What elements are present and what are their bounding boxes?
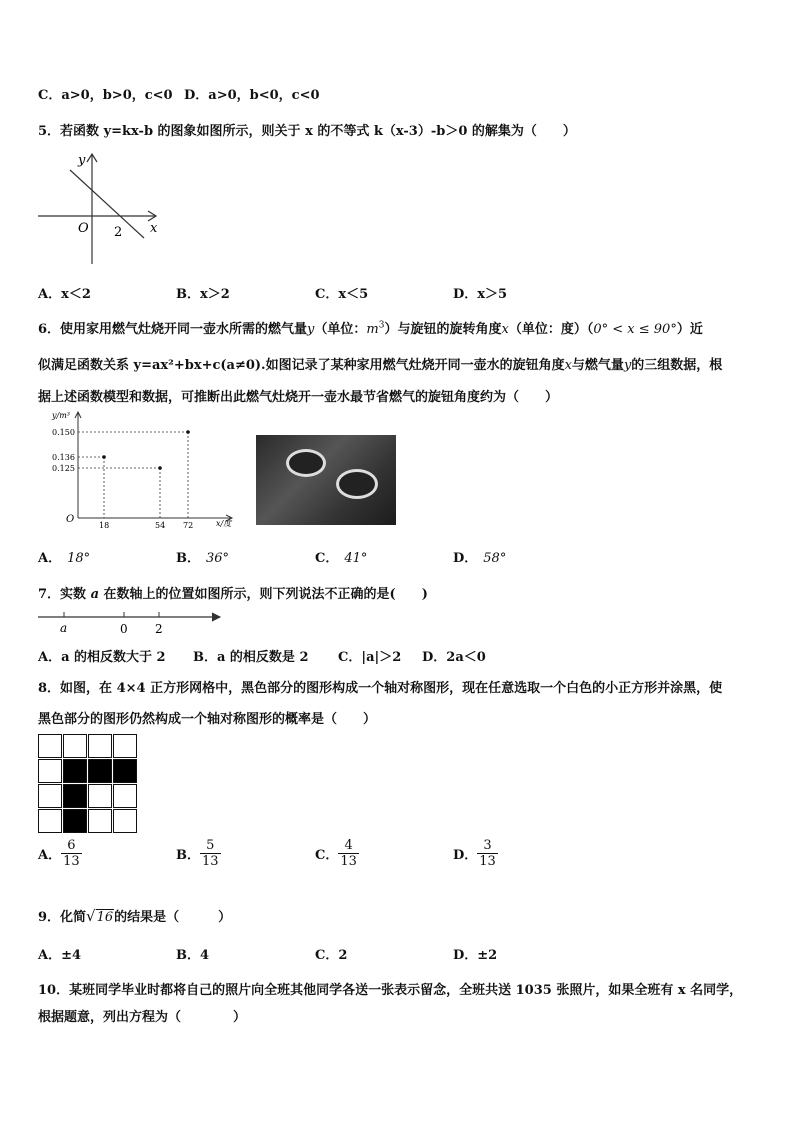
q6-origin: O [66,514,75,525]
q6-stem-line1: 6．使用家用燃气灶烧开同一壶水所需的燃气量y（单位：$m^3$）与旋钮的旋转角度x（单位：度）（0° < x ≤ 90°）近 [38,320,703,337]
q6-x-tick-label: 72 [183,521,194,530]
q7-number-line [36,606,226,638]
q5-tick-2: 2 [114,225,123,240]
q7-label-2: 2 [155,622,163,636]
grid-cell-black [88,759,112,783]
q8-stem-line2: 黑色部分的图形仍然构成一个轴对称图形的概率是（ ） [38,712,377,727]
grid-cell [113,784,137,808]
q6-x-tick-label: 18 [99,521,110,530]
q6-stem-line3: 据上述函数模型和数据，可推断出此燃气灶烧开一壶水最节省燃气的旋钮角度约为（ ） [38,390,559,405]
q9-stem: 9．化简√16的结果是（ ） [38,907,232,925]
q6-option-c: C． 41° [315,551,368,566]
grid-cell [113,734,137,758]
grid-cell [88,734,112,758]
q9-option-d: D．±2 [453,948,498,963]
q7-option-a: A．a 的相反数大于 2 [38,650,166,665]
q8-option-a: A． $\frac{6}{13}$ [38,838,80,869]
q6-x-tick-label: 54 [155,521,166,530]
q6-chart [46,406,242,530]
q6-option-a: A． 18° [38,551,91,566]
stove-burner-right [336,469,378,499]
q6-option-d: D． 58° [453,551,507,566]
grid-cell-black [63,809,87,833]
q6-x-label: x/度 [216,519,232,528]
q6-data-point [186,430,190,434]
grid-cell-black [63,784,87,808]
q6-y-tick-label: 0.125 [52,464,75,473]
q7-option-b: B．a 的相反数是 2 [193,650,309,665]
q6-y-label: y/m³ [52,411,71,420]
q8-grid [38,734,138,834]
q6-option-b: B． 36° [176,551,230,566]
grid-cell [38,809,62,833]
q4-option-d: D．a>0，b<0，c<0 [184,88,320,103]
q6-stem-line2: 似满足函数关系 y=ax²+bx+c(a≠0).如图记录了某种家用燃气灶烧开同一壶水的旋钮角度x与燃气量y的三组数据，根 [38,358,723,373]
q5-graph [34,150,164,268]
q5-option-d: D．x＞5 [453,287,508,302]
q5-x-label: x [150,221,158,236]
grid-cell-black [113,759,137,783]
grid-cell [63,734,87,758]
q5-y-label: y [78,153,86,168]
stove-photo [256,435,396,525]
q6-data-point [102,455,106,459]
q7-label-0: 0 [120,622,128,636]
grid-cell [38,759,62,783]
q4-option-c: C．a>0，b>0，c<0 [38,88,173,103]
q6-y-tick-label: 0.136 [52,453,75,462]
q10-stem-line1: 10．某班同学毕业时都将自己的照片向全班其他同学各送一张表示留念，全班共送 1035 张照片，如果全班有 x 名同学， [38,983,743,998]
grid-cell-black [63,759,87,783]
q5-option-b: B．x＞2 [176,287,230,302]
q6-data-point [158,466,162,470]
q8-option-c: C． $\frac{4}{13}$ [315,838,357,869]
q5-option-a: A．x＜2 [38,287,91,302]
q8-option-b: B． $\frac{5}{13}$ [176,838,219,869]
grid-cell [88,809,112,833]
q9-option-b: B．4 [176,948,210,963]
q8-stem-line1: 8．如图，在 4×4 正方形网格中，黑色部分的图形构成一个轴对称图形，现在任意选取一个白色的小正方形并涂黑，使 [38,681,723,696]
stove-burner-left [286,449,326,477]
q9-option-a: A．±4 [38,948,82,963]
grid-cell [88,784,112,808]
grid-cell [38,734,62,758]
q5-origin-label: O [78,221,89,236]
q5-stem: 5．若函数 y=kx-b 的图象如图所示，则关于 x 的不等式 k（x-3）-b＞0 的解集为（ ） [38,124,576,139]
q7-option-c: C．|a|＞2 [338,650,402,665]
grid-cell [38,784,62,808]
grid-cell [113,809,137,833]
q7-label-a: a [60,621,68,635]
q7-option-d: D．2a＜0 [422,650,486,665]
q7-stem: 7．实数 a 在数轴上的位置如图所示，则下列说法不正确的是( ) [38,587,428,602]
q9-option-c: C．2 [315,948,348,963]
q10-stem-line2: 根据题意，列出方程为（ ） [38,1010,247,1025]
q8-option-d: D． $\frac{3}{13}$ [453,838,496,869]
q5-option-c: C．x＜5 [315,287,369,302]
q6-y-tick-label: 0.150 [52,428,75,437]
